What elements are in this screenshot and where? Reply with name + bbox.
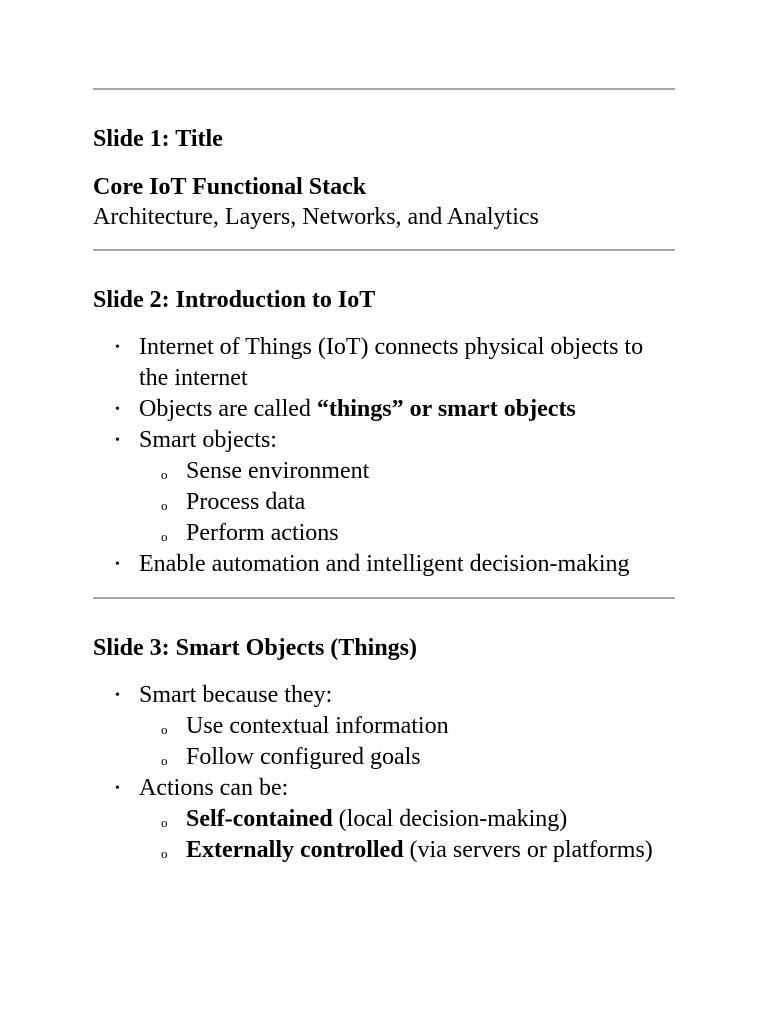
sub-list-item	[139, 804, 675, 835]
sub-bullet-text: Sense environment	[186, 458, 370, 484]
bullet-text: Smart because they:	[139, 682, 333, 708]
sub-bullet-icon: o	[161, 529, 168, 544]
sub-bullet-list	[139, 711, 675, 773]
bullet-icon: •	[115, 340, 120, 355]
sub-bullet-text: Process data	[186, 489, 306, 515]
sub-bullet-icon: o	[161, 498, 168, 513]
slide-2-bullet-list	[93, 332, 675, 580]
document-page	[93, 0, 675, 866]
slide-2-heading: Slide 2: Introduction to IoT	[93, 287, 376, 313]
sub-list-item	[139, 456, 675, 487]
sub-bullet-icon: o	[161, 722, 168, 737]
bullet-text: Objects are called	[139, 396, 317, 422]
bullet-icon: •	[115, 433, 120, 448]
bullet-bold-text: “things” or smart objects	[316, 396, 576, 422]
list-item	[93, 549, 675, 580]
bullet-icon: •	[115, 688, 120, 703]
sub-bullet-list	[139, 456, 675, 549]
sub-list-item	[139, 711, 675, 742]
sub-bullet-icon: o	[161, 815, 168, 830]
sub-list-item	[139, 835, 675, 866]
sub-bullet-icon: o	[161, 467, 168, 482]
slide-1-title: Core IoT Functional Stack	[93, 174, 367, 200]
bullet-text: Actions can be:	[139, 775, 289, 801]
list-item	[93, 773, 675, 866]
sub-list-item	[139, 742, 675, 773]
bullet-text: Enable automation and intelligent decision-making	[139, 551, 630, 577]
slide-3-bullet-list	[93, 680, 675, 866]
sub-bullet-text: (local decision-making)	[332, 806, 568, 832]
slide-3-heading: Slide 3: Smart Objects (Things)	[93, 635, 417, 661]
sub-bullet-text: (via servers or platforms)	[403, 837, 653, 863]
sub-bullet-text: Use contextual information	[186, 713, 449, 739]
bullet-icon: •	[115, 557, 120, 572]
sub-list-item	[139, 518, 675, 549]
list-item	[93, 394, 675, 425]
list-item	[93, 680, 675, 773]
bullet-icon: •	[115, 781, 120, 796]
slide-1-heading: Slide 1: Title	[93, 126, 223, 152]
bullet-text: Internet of Things (IoT) connects physical objects to the internet	[139, 334, 644, 391]
sub-list-item	[139, 487, 675, 518]
sub-bullet-icon: o	[161, 846, 168, 861]
list-item	[93, 332, 675, 394]
sub-bullet-list	[139, 804, 675, 866]
sub-bullet-text: Perform actions	[186, 520, 339, 546]
sub-bullet-bold-text: Self-contained	[186, 806, 333, 832]
bullet-icon: •	[115, 402, 120, 417]
list-item	[93, 425, 675, 549]
sub-bullet-text: Follow configured goals	[186, 744, 421, 770]
slide-1-subtitle: Architecture, Layers, Networks, and Analytics	[93, 204, 539, 230]
sub-bullet-icon: o	[161, 753, 168, 768]
sub-bullet-bold-text: Externally controlled	[186, 837, 404, 863]
bullet-text: Smart objects:	[139, 427, 277, 453]
